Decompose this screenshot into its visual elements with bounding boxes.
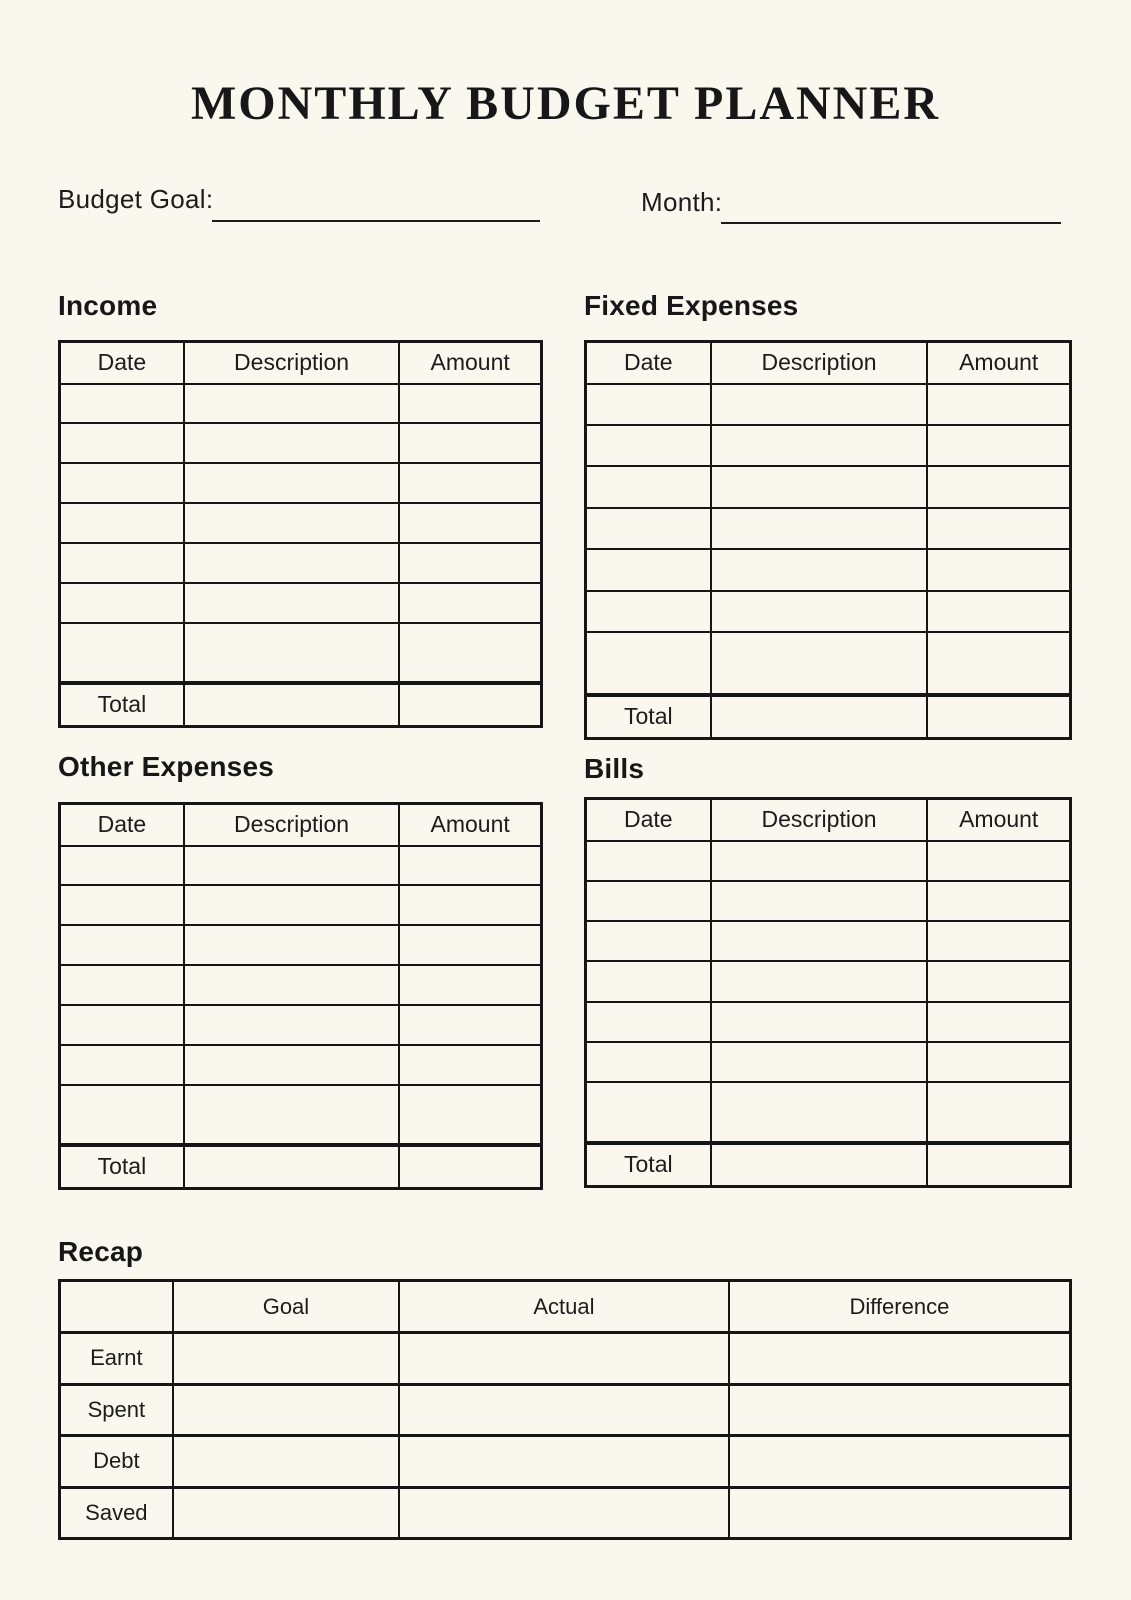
empty-cell	[927, 425, 1070, 466]
empty-cell	[927, 384, 1070, 425]
recap-row-earnt	[60, 1333, 1071, 1385]
empty-cell	[60, 1005, 184, 1045]
empty-cell	[60, 583, 184, 623]
empty-row	[586, 508, 1071, 549]
empty-row	[60, 423, 542, 463]
empty-cell	[729, 1436, 1071, 1488]
recap-row-label: Spent	[60, 1384, 173, 1436]
total-description-cell	[711, 1143, 928, 1187]
empty-cell	[399, 1333, 729, 1385]
empty-cell	[927, 881, 1070, 921]
total-row	[586, 695, 1071, 739]
empty-cell	[586, 1002, 711, 1042]
empty-cell	[586, 549, 711, 590]
section-heading-income: Income	[58, 290, 158, 321]
empty-cell	[399, 1045, 541, 1085]
empty-row	[586, 632, 1071, 694]
total-row	[586, 1143, 1071, 1187]
empty-cell	[711, 632, 928, 694]
empty-cell	[399, 1436, 729, 1488]
total-description-cell	[184, 1145, 399, 1189]
empty-cell	[927, 921, 1070, 961]
total-amount-cell	[927, 695, 1070, 739]
empty-row	[586, 961, 1071, 1001]
empty-row	[60, 885, 542, 925]
empty-cell	[927, 508, 1070, 549]
empty-cell	[60, 925, 184, 965]
empty-cell	[60, 503, 184, 543]
empty-cell	[711, 881, 928, 921]
table-header-row	[586, 342, 1071, 384]
empty-cell	[711, 508, 928, 549]
empty-cell	[184, 623, 399, 683]
table-header-row	[60, 342, 542, 384]
empty-cell	[60, 1045, 184, 1085]
income-empty-rows	[60, 384, 542, 683]
income-table	[58, 340, 543, 728]
recap-table	[58, 1279, 1072, 1540]
total-row	[60, 683, 542, 727]
total-amount-cell	[399, 1145, 541, 1189]
empty-cell	[927, 632, 1070, 694]
empty-cell	[399, 623, 541, 683]
empty-cell	[399, 925, 541, 965]
empty-cell	[586, 632, 711, 694]
empty-cell	[586, 921, 711, 961]
empty-cell	[173, 1333, 399, 1385]
empty-cell	[927, 549, 1070, 590]
total-label: Total	[586, 1143, 711, 1187]
total-label: Total	[586, 695, 711, 739]
bills-empty-rows	[586, 841, 1071, 1143]
empty-cell	[927, 591, 1070, 632]
fixed-expenses-empty-rows	[586, 384, 1071, 695]
empty-row	[60, 463, 542, 503]
empty-cell	[399, 965, 541, 1005]
empty-cell	[711, 921, 928, 961]
empty-cell	[711, 841, 928, 881]
empty-cell	[711, 1042, 928, 1082]
empty-cell	[399, 583, 541, 623]
empty-cell	[173, 1436, 399, 1488]
empty-cell	[60, 846, 184, 886]
recap-row-label: Saved	[60, 1487, 173, 1539]
empty-cell	[184, 925, 399, 965]
empty-cell	[927, 1002, 1070, 1042]
recap-row-label: Debt	[60, 1436, 173, 1488]
empty-cell	[399, 1005, 541, 1045]
empty-row	[586, 425, 1071, 466]
column-header-date: Date	[586, 799, 711, 841]
recap-row-saved	[60, 1487, 1071, 1539]
column-header-description: Description	[184, 804, 399, 846]
recap-row-spent	[60, 1384, 1071, 1436]
empty-row	[60, 965, 542, 1005]
section-heading-bills: Bills	[584, 753, 645, 784]
total-label: Total	[60, 683, 184, 727]
empty-cell	[586, 384, 711, 425]
empty-cell	[586, 841, 711, 881]
column-header-date: Date	[60, 804, 184, 846]
empty-cell	[711, 425, 928, 466]
total-row	[60, 1145, 542, 1189]
empty-cell	[60, 384, 184, 424]
empty-cell	[927, 1042, 1070, 1082]
section-heading-fixed-expenses: Fixed Expenses	[584, 290, 799, 321]
empty-cell	[586, 466, 711, 507]
empty-cell	[60, 1085, 184, 1145]
empty-row	[586, 921, 1071, 961]
month-line	[721, 222, 1061, 224]
empty-cell	[399, 543, 541, 583]
empty-cell	[60, 623, 184, 683]
empty-cell	[927, 841, 1070, 881]
empty-row	[586, 1042, 1071, 1082]
bills-table	[584, 797, 1072, 1188]
empty-row	[60, 623, 542, 683]
empty-cell	[586, 508, 711, 549]
empty-row	[586, 549, 1071, 590]
empty-row	[586, 841, 1071, 881]
table-header-row	[586, 799, 1071, 841]
column-header-date: Date	[586, 342, 711, 384]
empty-row	[586, 1082, 1071, 1142]
empty-cell	[711, 384, 928, 425]
section-heading-recap: Recap	[58, 1236, 144, 1267]
total-description-cell	[184, 683, 399, 727]
empty-row	[586, 1002, 1071, 1042]
other-expenses-table	[58, 802, 543, 1190]
fixed-expenses-table	[584, 340, 1072, 740]
empty-cell	[184, 965, 399, 1005]
empty-cell	[60, 965, 184, 1005]
empty-cell	[711, 591, 928, 632]
empty-cell	[729, 1487, 1071, 1539]
empty-cell	[399, 384, 541, 424]
column-header-amount: Amount	[399, 804, 541, 846]
empty-cell	[399, 503, 541, 543]
empty-cell	[711, 549, 928, 590]
column-header-amount: Amount	[399, 342, 541, 384]
recap-corner-cell	[60, 1281, 173, 1333]
empty-cell	[927, 1082, 1070, 1142]
empty-cell	[729, 1384, 1071, 1436]
empty-cell	[586, 961, 711, 1001]
empty-cell	[184, 384, 399, 424]
empty-row	[60, 1005, 542, 1045]
empty-cell	[184, 543, 399, 583]
empty-cell	[729, 1333, 1071, 1385]
recap-row-label: Earnt	[60, 1333, 173, 1385]
total-amount-cell	[399, 683, 541, 727]
empty-cell	[586, 1082, 711, 1142]
empty-row	[60, 846, 542, 886]
empty-cell	[586, 591, 711, 632]
empty-cell	[586, 1042, 711, 1082]
column-header-date: Date	[60, 342, 184, 384]
empty-cell	[711, 961, 928, 1001]
budget-goal-label: Budget Goal:	[58, 184, 214, 214]
total-amount-cell	[927, 1143, 1070, 1187]
empty-cell	[184, 846, 399, 886]
empty-cell	[927, 466, 1070, 507]
empty-cell	[60, 885, 184, 925]
empty-row	[60, 384, 542, 424]
budget-goal-line	[212, 220, 540, 222]
month-label: Month:	[641, 187, 723, 217]
total-label: Total	[60, 1145, 184, 1189]
empty-row	[60, 583, 542, 623]
other-expenses-empty-rows	[60, 846, 542, 1145]
empty-cell	[60, 423, 184, 463]
empty-cell	[60, 463, 184, 503]
empty-cell	[927, 961, 1070, 1001]
empty-row	[586, 384, 1071, 425]
column-header-description: Description	[711, 342, 928, 384]
empty-row	[586, 591, 1071, 632]
empty-row	[60, 503, 542, 543]
column-header-description: Description	[184, 342, 399, 384]
column-header-goal: Goal	[173, 1281, 399, 1333]
empty-cell	[586, 425, 711, 466]
empty-row	[586, 466, 1071, 507]
empty-cell	[184, 885, 399, 925]
section-heading-other-expenses: Other Expenses	[58, 751, 274, 782]
column-header-amount: Amount	[927, 342, 1070, 384]
empty-cell	[184, 503, 399, 543]
empty-cell	[399, 463, 541, 503]
empty-cell	[399, 1487, 729, 1539]
empty-cell	[184, 423, 399, 463]
total-description-cell	[711, 695, 928, 739]
empty-cell	[711, 1082, 928, 1142]
empty-cell	[399, 1384, 729, 1436]
empty-cell	[173, 1384, 399, 1436]
empty-cell	[711, 466, 928, 507]
empty-cell	[184, 583, 399, 623]
column-header-difference: Difference	[729, 1281, 1071, 1333]
empty-cell	[60, 543, 184, 583]
empty-cell	[399, 885, 541, 925]
empty-cell	[586, 881, 711, 921]
empty-row	[60, 1085, 542, 1145]
recap-row-debt	[60, 1436, 1071, 1488]
column-header-actual: Actual	[399, 1281, 729, 1333]
empty-row	[60, 543, 542, 583]
column-header-amount: Amount	[927, 799, 1070, 841]
empty-row	[586, 881, 1071, 921]
empty-cell	[184, 1005, 399, 1045]
empty-cell	[184, 1045, 399, 1085]
empty-cell	[711, 1002, 928, 1042]
column-header-description: Description	[711, 799, 928, 841]
page-title: MONTHLY BUDGET PLANNER	[191, 77, 940, 130]
empty-cell	[399, 1085, 541, 1145]
table-header-row	[60, 804, 542, 846]
recap-header-row	[60, 1281, 1071, 1333]
empty-cell	[399, 423, 541, 463]
empty-row	[60, 925, 542, 965]
empty-cell	[173, 1487, 399, 1539]
empty-cell	[399, 846, 541, 886]
empty-cell	[184, 1085, 399, 1145]
empty-row	[60, 1045, 542, 1085]
empty-cell	[184, 463, 399, 503]
